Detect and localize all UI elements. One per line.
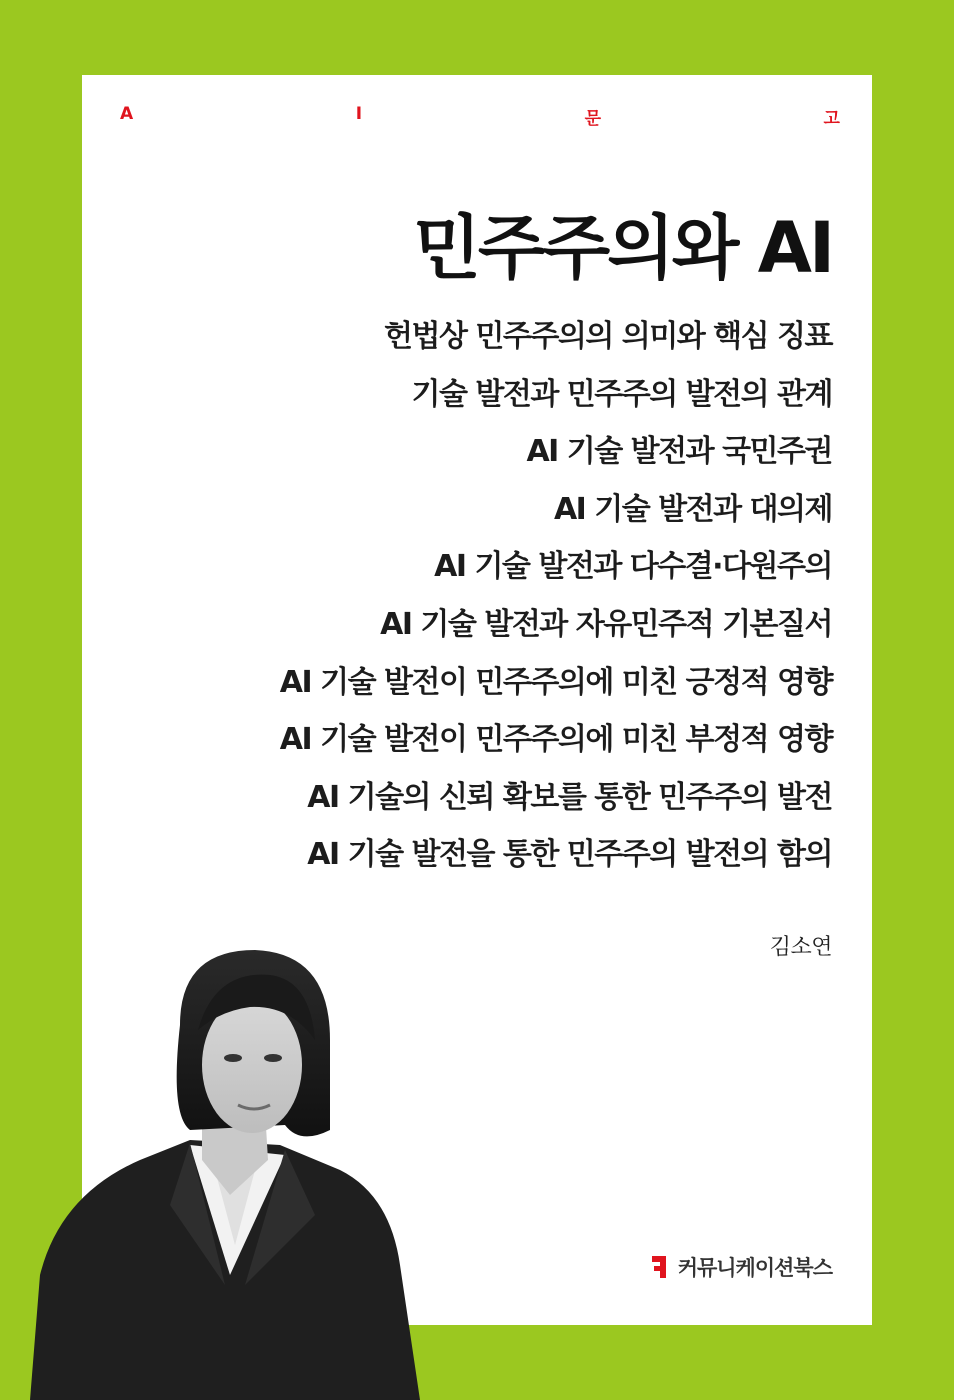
series-letter: 고 xyxy=(823,109,840,129)
book-title: 민주주의와 AI xyxy=(413,207,832,289)
contents-item: AI 기술 발전과 다수결·다원주의 xyxy=(434,549,832,585)
author-portrait xyxy=(30,945,430,1400)
series-letter: A xyxy=(120,104,134,124)
contents-item: AI 기술 발전을 통한 민주주의 발전의 함의 xyxy=(307,837,832,873)
publisher-mark xyxy=(652,1252,832,1282)
contents-item: 기술 발전과 민주주의 발전의 관계 xyxy=(411,376,832,412)
contents-item: 헌법상 민주주의의 의미와 핵심 징표 xyxy=(384,319,832,354)
series-letter: 문 xyxy=(584,109,601,129)
author-name: 김소연 xyxy=(769,935,832,960)
series-label xyxy=(120,104,840,129)
contents-item: AI 기술의 신뢰 확보를 통한 민주주의 발전 xyxy=(307,779,832,815)
contents-item: AI 기술 발전이 민주주의에 미친 부정적 영향 xyxy=(279,722,832,758)
contents-list xyxy=(280,308,832,884)
publisher-name: 커뮤니케이션북스 xyxy=(677,1256,832,1280)
contents-item: AI 기술 발전이 민주주의에 미친 긍정적 영향 xyxy=(279,664,832,700)
contents-item: AI 기술 발전과 자유민주적 기본질서 xyxy=(380,606,832,642)
publisher-logo-icon xyxy=(652,1254,670,1280)
contents-item: AI 기술 발전과 국민주권 xyxy=(526,434,832,470)
series-letter: I xyxy=(355,104,363,124)
contents-item: AI 기술 발전과 대의제 xyxy=(553,491,832,527)
